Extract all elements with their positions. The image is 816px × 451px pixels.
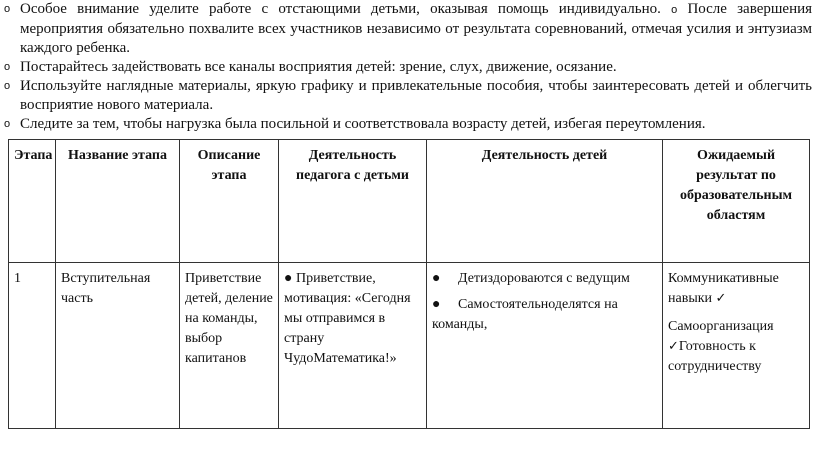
bullet-item (0, 0, 816, 58)
bullet-text-continued: После завершения мероприятия обязательно похвалите всех участников независимо от результата соревнований, отмечая усилия и энтузиазм каждого ребенка. (20, 1, 813, 56)
result-item (668, 317, 804, 377)
cell-expected-result (663, 263, 810, 429)
bullet-marker: ● (432, 297, 441, 312)
header-stage-description: Описание этапа (180, 140, 279, 263)
bullet-marker: o (4, 3, 11, 15)
bullet-item (0, 115, 816, 134)
cell-stage-description: Приветствие детей, деление на команды, выбор капитанов (180, 263, 279, 429)
bullet-marker: o (4, 80, 11, 92)
children-activity-item (432, 269, 657, 289)
cell-stage-number: 1 (9, 263, 56, 429)
table-header-row (9, 140, 810, 263)
bullet-text: Особое внимание уделите работе с отстающими детьми, оказывая помощь индивидуально. (20, 1, 661, 17)
bullet-item (0, 77, 816, 115)
result-item (668, 269, 804, 309)
children-activity-item (432, 295, 657, 335)
bullet-marker-inline: o (671, 4, 678, 16)
header-teacher-activity: Деятельность педагога с детьми (279, 140, 427, 263)
bullet-marker: ● (432, 271, 441, 286)
check-icon: ✓ (715, 291, 727, 306)
bullet-text: Постарайтесь задействовать все каналы восприятия детей: зрение, слух, движение, осязание. (20, 59, 617, 75)
header-stage-number: Этапа (9, 140, 56, 263)
result-text: Самоорганизация (668, 319, 774, 334)
result-text: Коммуникативные навыки (668, 271, 779, 306)
children-activity-text: Детиздороваются с ведущим (458, 271, 630, 286)
bullet-marker: o (4, 61, 11, 73)
check-icon: ✓ (668, 339, 679, 354)
lesson-plan-table (8, 139, 810, 429)
table-row (9, 263, 810, 429)
header-children-activity: Деятельность детей (427, 140, 663, 263)
cell-teacher-activity: ● Приветствие, мотивация: «Сегодня мы отправимся в страну ЧудоМатематика!» (279, 263, 427, 429)
bullet-text: Используйте наглядные материалы, яркую графику и привлекательные пособия, чтобы заинтересовать детей и облегчить восприятие нового материала. (20, 78, 812, 113)
header-expected-result: Ожидаемый результат по образовательным областям (663, 140, 810, 263)
bullet-text: Следите за тем, чтобы нагрузка была посильной и соответствовала возрасту детей, избегая переутомления. (20, 116, 706, 132)
header-stage-name: Название этапа (56, 140, 180, 263)
bullet-item (0, 58, 816, 77)
bullet-marker: o (4, 118, 11, 130)
cell-stage-name: Вступительная часть (56, 263, 180, 429)
recommendations-list (0, 0, 816, 134)
children-activity-text: Самостоятельноделятся на команды, (432, 297, 618, 332)
cell-children-activity (427, 263, 663, 429)
result-text: Готовность к сотрудничеству (668, 339, 762, 374)
